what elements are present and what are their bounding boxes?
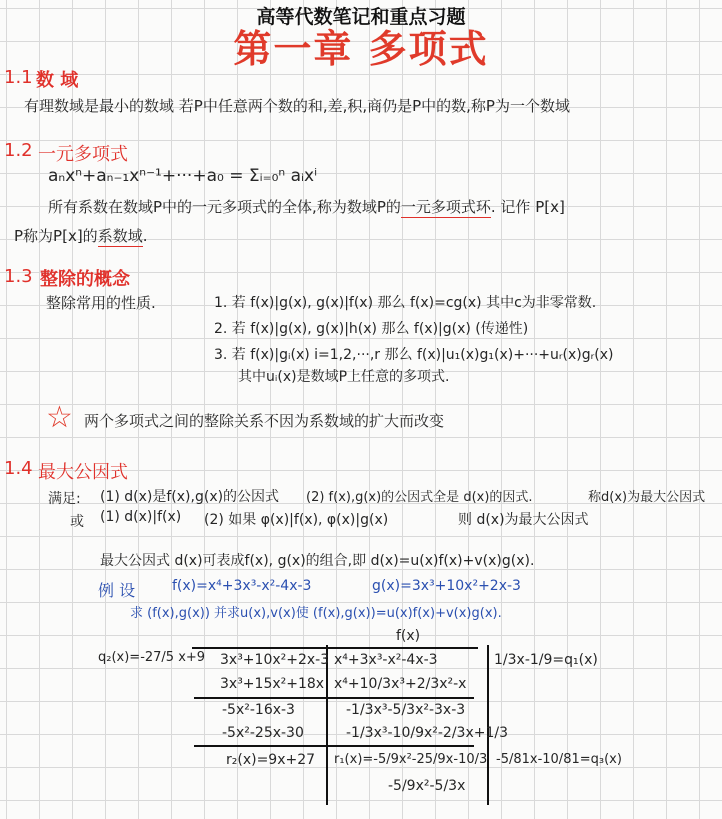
section-title-1-2: 一元多项式 (38, 144, 128, 165)
section-number-1-4: 1.4 (4, 458, 33, 479)
division-r2: r₂(x)=9x+27 (226, 752, 316, 768)
star-note: 两个多项式之间的整除关系不因为系数域的扩大而改变 (84, 412, 445, 430)
ring-def-term: 一元多项式环 (400, 198, 491, 216)
gcd-theorem: 最大公因式 d(x)可表成f(x), g(x)的组合,即 d(x)=u(x)f(x)+v(x)g(x). (100, 553, 535, 569)
gcd-condition-2: (2) f(x),g(x)的公因式全是 d(x)的因式. (306, 490, 533, 505)
ring-def-text: 所有系数在数域P中的一元多项式的全体,称为数域P的 (48, 198, 401, 216)
coefficient-field-definition (14, 225, 147, 246)
division-m3: -1/3x³-10/9x²-2/3x+1/3 (346, 725, 508, 741)
section-title-1-1: 数 域 (36, 70, 79, 91)
coef-def-end: . (142, 227, 148, 245)
section-number-1-1: 1.1 (4, 67, 33, 88)
section-number-1-3: 1.3 (4, 266, 33, 287)
section-title-1-3: 整除的概念 (40, 269, 130, 290)
division-g-row: 3x³+10x²+2x-3 (220, 652, 330, 668)
division-m1: x⁴+10/3x³+2/3x²-x (334, 676, 467, 692)
division-rule-1 (194, 697, 474, 699)
property-1: 1. 若 f(x)|g(x), g(x)|f(x) 那么 f(x)=cg(x) 其中c为非零常数. (214, 295, 597, 311)
division-rule-2 (194, 745, 474, 747)
example-g: g(x)=3x³+10x²+2x-3 (372, 578, 521, 594)
divisibility-intro: 整除常用的性质. (46, 294, 156, 312)
division-l1: 3x³+15x²+18x (220, 676, 325, 692)
division-r1: r₁(x)=-5/9x²-25/9x-10/3 (334, 752, 488, 767)
division-f-row: x⁴+3x³-x²-4x-3 (334, 652, 438, 668)
division-m4: -5/9x²-5/3x (388, 778, 466, 794)
division-top-rule (192, 647, 478, 649)
division-middle-rule (326, 645, 328, 805)
gcd-condition-4: (2) 如果 φ(x)|f(x), φ(x)|g(x) (204, 512, 389, 528)
division-m2: -1/3x³-5/3x²-3x-3 (346, 702, 466, 718)
polynomial-formula: aₙxⁿ+aₙ₋₁xⁿ⁻¹+···+a₀ = Σᵢ₌₀ⁿ aᵢxⁱ (48, 166, 318, 186)
or-label: 或 (70, 514, 84, 530)
coef-def-text: P称为P[x]的 (14, 227, 98, 245)
section-title-1-4: 最大公因式 (38, 462, 128, 483)
example-f: f(x)=x⁴+3x³-x²-4x-3 (172, 578, 312, 594)
satisfy-label: 满足: (48, 491, 81, 507)
example-question: 求 (f(x),g(x)) 并求u(x),v(x)使 (f(x),g(x))=u(x)f(x)+v(x)g(x). (130, 606, 502, 621)
division-q2: q₂(x)=-27/5 x+9 (98, 650, 206, 665)
number-field-definition: 有理数域是最小的数域 若P中任意两个数的和,差,积,商仍是P中的数,称P为一个数域 (24, 97, 570, 115)
division-q1: 1/3x-1/9=q₁(x) (494, 652, 598, 668)
section-number-1-2: 1.2 (4, 140, 33, 161)
polynomial-ring-definition (48, 196, 565, 217)
property-2: 2. 若 f(x)|g(x), g(x)|h(x) 那么 f(x)|g(x) (传递性) (214, 321, 529, 337)
property-3: 3. 若 f(x)|gᵢ(x) i=1,2,···,r 那么 f(x)|u₁(x)g₁(x)+···+uᵣ(x)gᵣ(x) (214, 347, 614, 363)
gcd-condition-1: (1) d(x)是f(x),g(x)的公因式 (100, 489, 280, 505)
coef-def-term: 系数域 (97, 227, 143, 245)
division-q3: -5/81x-10/81=q₃(x) (496, 752, 622, 767)
ring-def-notation: . 记作 P[x] (490, 198, 565, 216)
star-icon: ☆ (46, 400, 73, 435)
page-title: 高等代数笔记和重点习题 (256, 6, 466, 28)
division-l2: -5x²-16x-3 (222, 702, 295, 718)
division-l3: -5x²-25x-30 (222, 725, 304, 741)
property-3-note: 其中uᵢ(x)是数域P上任意的多项式. (238, 369, 450, 385)
example-label: 例 设 (98, 581, 136, 600)
gcd-condition-3: (1) d(x)|f(x) (100, 509, 182, 525)
gcd-condition-4-tail: 则 d(x)为最大公因式 (458, 512, 589, 528)
gcd-condition-2-tail: 称d(x)为最大公因式 (588, 490, 706, 505)
division-fx-header: f(x) (396, 628, 421, 644)
chapter-title: 第一章 多项式 (233, 26, 489, 71)
